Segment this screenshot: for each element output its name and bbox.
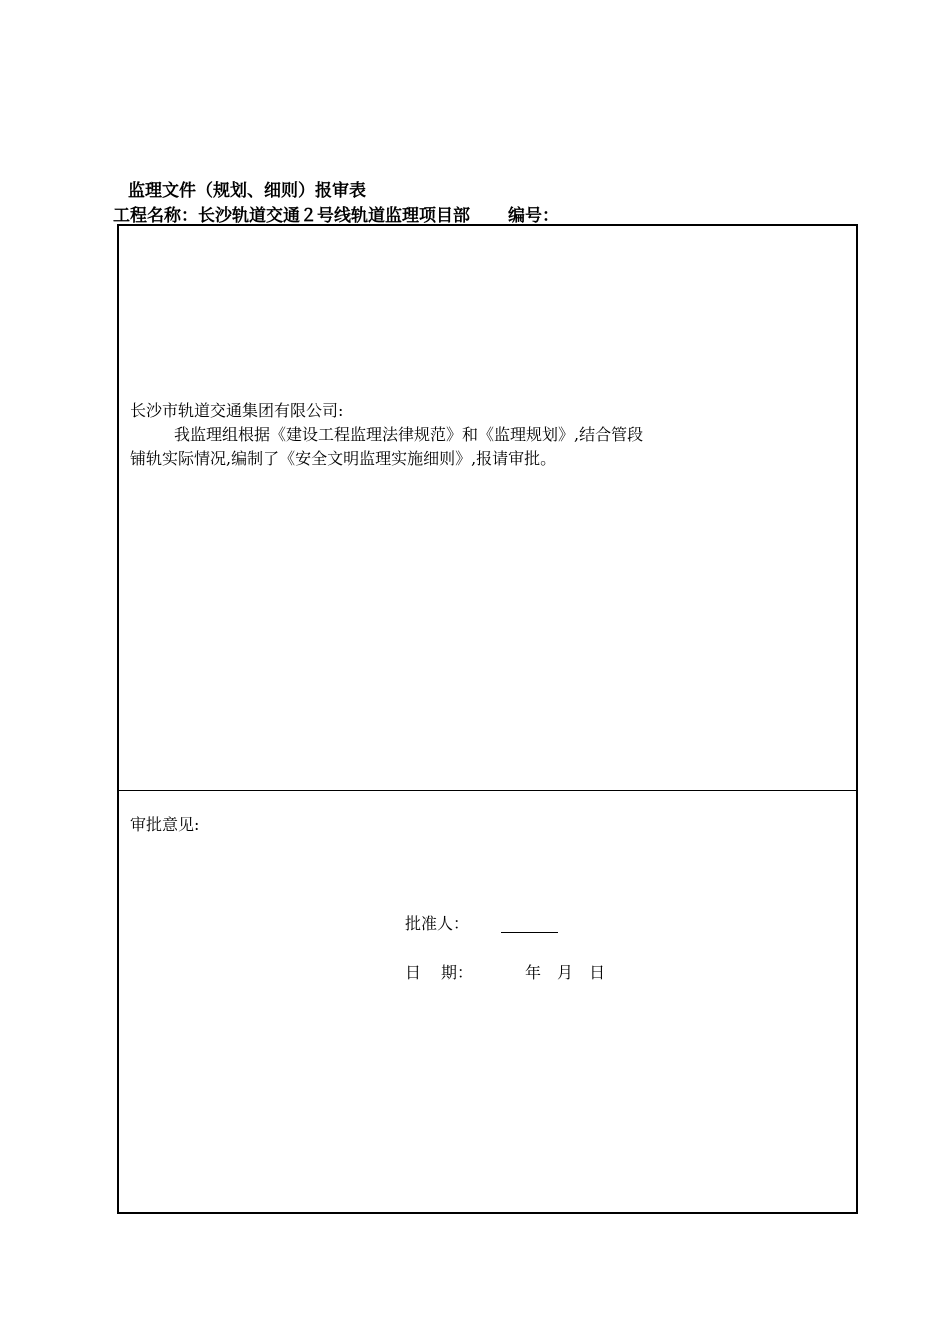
section-divider (119, 790, 856, 791)
project-header (113, 201, 559, 226)
review-opinion-label: 审批意见: (130, 815, 200, 834)
date-label-char-1: 日 (405, 963, 422, 982)
date-year-label: 年 (525, 963, 542, 982)
date-row (405, 961, 605, 985)
submission-paragraph-line-2: 铺轨实际情况,编制了《安全文明监理实施细则》,报请审批。 (130, 449, 557, 468)
addressee-text: 长沙市轨道交通集团有限公司: (130, 401, 344, 420)
form-table (117, 224, 858, 1214)
approver-label: 批准人： (405, 914, 470, 933)
project-name-label: 工程名称：长沙轨道交通２号线轨道监理项目部 (113, 206, 470, 226)
date-month-label: 月 (557, 963, 574, 982)
approver-signature-line[interactable] (501, 932, 558, 933)
document-number-label: 编号： (508, 206, 559, 226)
submission-paragraph-line-1: 我监理组根据《建设工程监理法律规范》和《监理规划》,结合管段 (174, 425, 644, 444)
date-day-label: 日 (589, 963, 606, 982)
date-label-char-2: 期： (441, 963, 474, 982)
document-title: 监理文件（规划、细则）报审表 (128, 181, 366, 201)
